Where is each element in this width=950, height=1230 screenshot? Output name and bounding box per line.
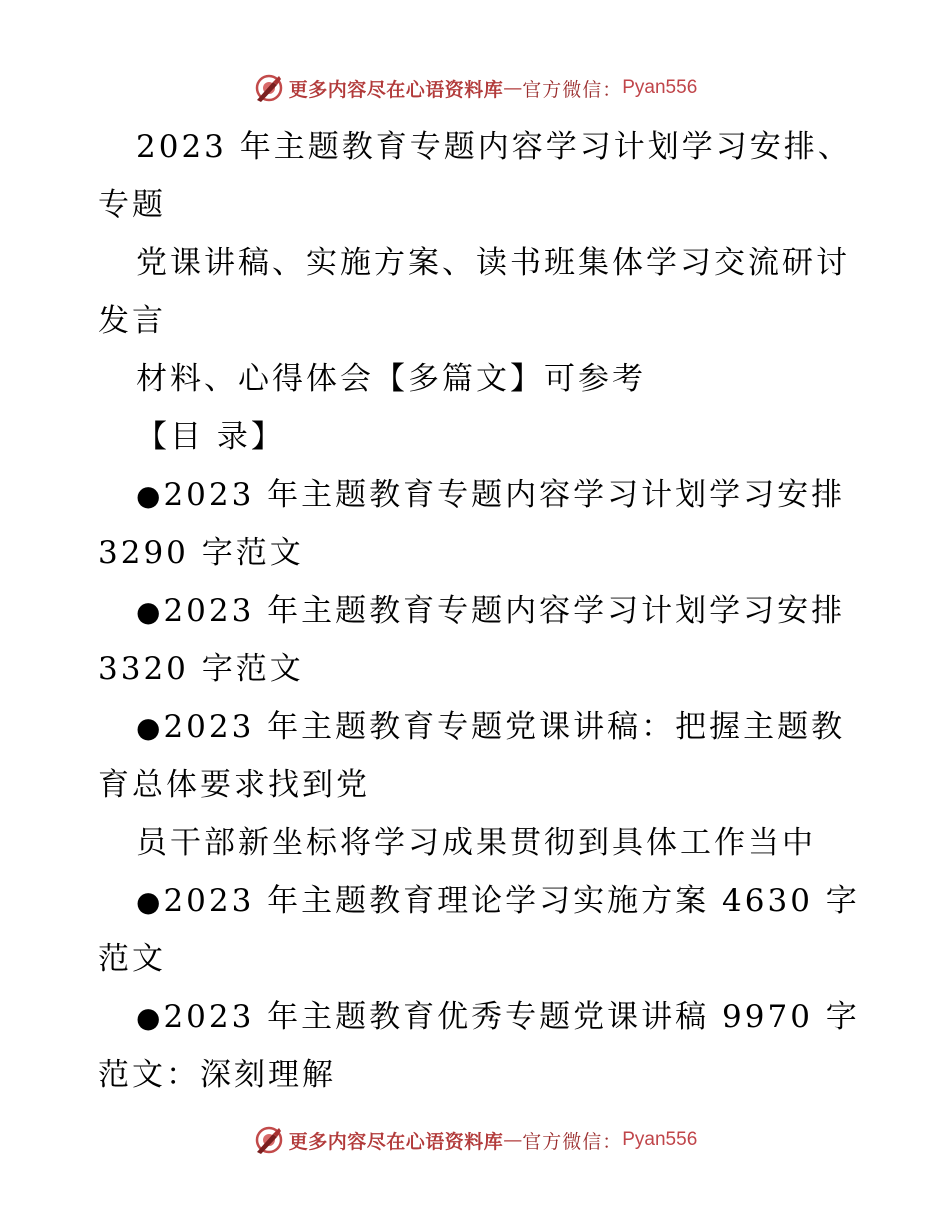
title-line-4: 发言 — [98, 303, 166, 339]
banner-wechat-label: 官方微信： — [522, 1130, 623, 1153]
title-line-3: 党课讲稿、实施方案、读书班集体学习交流研讨 — [136, 245, 850, 281]
bullet-icon: ● — [136, 479, 164, 512]
toc-item-4-cont: 范文 — [98, 941, 166, 977]
toc-item-5-cont: 范文：深刻理解 — [98, 1057, 336, 1093]
banner-main-text: 更多内容尽在心语资料库 — [288, 78, 504, 101]
toc-item-2 — [98, 582, 858, 640]
toc-item-3 — [98, 698, 858, 756]
header-watermark — [0, 70, 950, 106]
toc-item-3-cont-2: 员干部新坐标将学习成果贯彻到具体工作当中 — [136, 825, 816, 861]
banner-wechat-id: Pyan556 — [622, 1129, 698, 1150]
toc-item-4-text: 2023 年主题教育理论学习实施方案 4630 字 — [163, 883, 860, 919]
pen-circle-logo-icon — [253, 72, 285, 104]
bullet-icon: ● — [136, 1001, 164, 1034]
banner-main-text: 更多内容尽在心语资料库 — [288, 1130, 504, 1153]
banner-wechat-label: 官方微信： — [522, 78, 623, 101]
banner-dash: — — [503, 1129, 523, 1151]
document-body — [98, 118, 858, 1104]
toc-item-1-text: 2023 年主题教育专题内容学习计划学习安排 — [163, 477, 846, 513]
toc-item-1 — [98, 466, 858, 524]
toc-item-4 — [98, 872, 858, 930]
title-line-5: 材料、心得体会【多篇文】可参考 — [136, 361, 646, 397]
toc-item-3-cont-1: 育总体要求找到党 — [98, 767, 370, 803]
banner-wechat-id: Pyan556 — [622, 77, 698, 98]
title-line-1: 2023 年主题教育专题内容学习计划学习安排、 — [136, 129, 852, 165]
bullet-icon: ● — [136, 595, 164, 628]
footer-watermark — [0, 1122, 950, 1158]
pen-circle-logo-icon — [253, 1124, 285, 1156]
toc-heading: 【目 录】 — [136, 419, 285, 455]
banner-dash: — — [503, 77, 523, 99]
title-line-2: 专题 — [98, 187, 166, 223]
bullet-icon: ● — [136, 711, 164, 744]
toc-item-5 — [98, 988, 858, 1046]
toc-item-1-cont: 3290 字范文 — [98, 535, 304, 571]
toc-item-2-text: 2023 年主题教育专题内容学习计划学习安排 — [163, 593, 846, 629]
bullet-icon: ● — [136, 885, 164, 918]
toc-item-2-cont: 3320 字范文 — [98, 651, 304, 687]
toc-item-5-text: 2023 年主题教育优秀专题党课讲稿 9970 字 — [163, 999, 860, 1035]
toc-item-3-text: 2023 年主题教育专题党课讲稿：把握主题教 — [163, 709, 846, 745]
